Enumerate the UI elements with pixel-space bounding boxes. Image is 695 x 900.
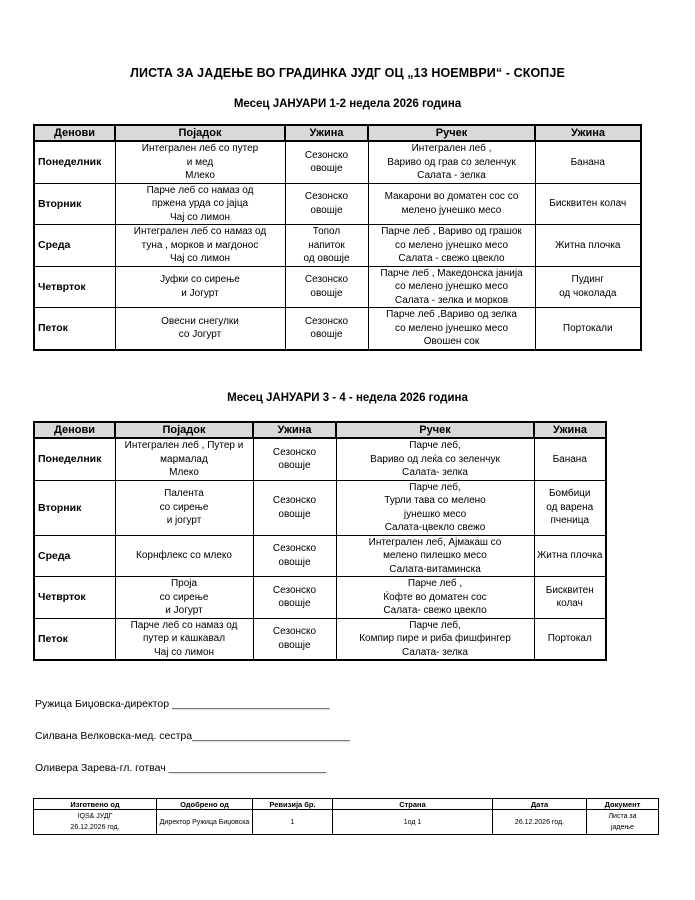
footer-header-prepared: Изготвено од — [34, 799, 157, 810]
menu-line: Интегрален леб со намаз од — [133, 226, 267, 237]
menu-line: Салата- зелка — [402, 646, 468, 658]
week1-heading: Месец ЈАНУАРИ 1-2 недела 2026 година — [233, 98, 462, 110]
menu-line: Салата-витаминска — [389, 563, 481, 575]
menu-line: Портокали — [562, 322, 613, 334]
lunch-cell — [368, 141, 535, 183]
day-cell: Четврток — [34, 577, 115, 619]
snack2-cell — [534, 618, 606, 660]
snack2-cell — [535, 183, 641, 225]
menu-line: пржена урда со јајца — [151, 198, 249, 209]
menu-line: овошје — [278, 460, 311, 472]
week1-menu-table — [33, 124, 642, 351]
col-header-days: Денови — [34, 125, 115, 141]
table-row — [34, 618, 606, 660]
menu-line: Парче леб, — [409, 440, 461, 451]
menu-line: Бомбици — [548, 488, 591, 500]
day-cell: Петок — [34, 308, 115, 350]
col-header-days: Денови — [34, 422, 115, 438]
footer-approved-by: Директор Ружица Биџовска — [157, 810, 253, 835]
col-header-breakfast: Појадок — [115, 422, 253, 438]
menu-line: Парче леб, — [409, 481, 461, 493]
day-cell: Среда — [34, 225, 115, 267]
menu-line: Житна плочка — [537, 550, 603, 561]
menu-line: овошје — [278, 598, 311, 610]
week2-heading: Месец ЈАНУАРИ 3 - 4 - недела 2026 година — [227, 392, 468, 404]
menu-line: овошје — [310, 204, 343, 216]
breakfast-cell — [115, 618, 253, 660]
menu-line: мармалад — [160, 453, 208, 465]
menu-line: Овошен сок — [423, 336, 480, 347]
footer-revision: 1 — [253, 810, 333, 835]
snack1-cell — [285, 266, 368, 308]
lunch-cell — [368, 225, 535, 267]
menu-line: Парче леб ,Вариво од зелка — [386, 309, 517, 320]
menu-line: мелено јунешко месо — [401, 204, 502, 216]
lunch-cell — [336, 535, 534, 577]
menu-line: Сезонско — [272, 584, 317, 596]
footer-header-approved: Одобрено од — [157, 799, 253, 810]
breakfast-cell — [115, 577, 253, 619]
menu-line: Сезонско — [304, 315, 349, 327]
menu-line: овошје — [278, 639, 311, 651]
signature-director: Ружица Биџовска-директор ___________________________ — [35, 698, 330, 710]
col-header-lunch: Ручек — [368, 125, 535, 141]
lunch-cell — [336, 618, 534, 660]
menu-line: Палента — [164, 488, 204, 500]
menu-line: со Јогурт — [178, 329, 222, 341]
menu-line: Бисквитен — [545, 584, 594, 596]
menu-line: Проја — [170, 578, 198, 589]
menu-line: Парче леб , Вариво од грашок — [381, 226, 522, 237]
breakfast-cell — [115, 183, 285, 225]
menu-line: Ќофте во доматен сос — [383, 591, 487, 603]
menu-line: Млеко — [185, 170, 215, 181]
menu-line: Салата - зелка — [417, 170, 486, 181]
menu-line: овошје — [310, 163, 343, 175]
menu-line: Салата - свежо цвекло — [398, 253, 505, 264]
snack1-cell — [253, 577, 336, 619]
menu-line: и Јогурт — [165, 605, 203, 616]
snack1-cell — [285, 183, 368, 225]
menu-line: Банана — [552, 453, 587, 465]
menu-line: од варена — [546, 501, 594, 513]
table-row — [34, 141, 641, 183]
menu-line: овошје — [310, 287, 343, 299]
menu-line: Корнфлекс со млеко — [136, 550, 232, 561]
menu-line: овошје — [278, 556, 311, 568]
menu-line: туна , морков и магдонос — [141, 239, 259, 251]
snack2-cell — [534, 577, 606, 619]
menu-line: мелено пилешко месо — [383, 550, 487, 561]
snack2-cell — [534, 535, 606, 577]
menu-line: Сезонско — [272, 626, 317, 638]
menu-line: овошје — [310, 329, 343, 341]
footer-header-date: Дата — [493, 799, 587, 810]
menu-line: Чај со лимон — [169, 253, 231, 264]
page-title: ЛИСТА ЗА ЈАДЕЊЕ ВО ГРАДИНКА ЈУДГ ОЦ „13 НОЕМВРИ“ - СКОПЈЕ — [130, 66, 565, 80]
snack1-cell — [253, 480, 336, 535]
footer-page: 1од 1 — [333, 810, 493, 835]
lunch-cell — [336, 438, 534, 480]
menu-line: Чај со лимон — [169, 211, 231, 223]
col-header-snack1: Ужина — [285, 125, 368, 141]
menu-line: со мелено јунешко месо — [394, 239, 509, 251]
lunch-cell — [368, 308, 535, 350]
snack1-cell — [253, 438, 336, 480]
snack2-cell — [535, 141, 641, 183]
table-row — [34, 480, 606, 535]
day-cell: Понеделник — [34, 438, 115, 480]
breakfast-cell — [115, 480, 253, 535]
menu-line: Парче леб со намаз од — [146, 184, 254, 196]
menu-line: Јуфки со сирење — [160, 274, 240, 286]
menu-line: од чоколада — [559, 287, 617, 299]
menu-line: Вариво од леќа со зеленчук — [370, 453, 500, 465]
menu-line: Интегрален леб , Путер и — [124, 440, 244, 451]
menu-line: Парче леб, — [409, 619, 461, 631]
lunch-cell — [336, 480, 534, 535]
menu-line: со мелено јунешко месо — [394, 281, 509, 292]
menu-line: Топол — [312, 226, 341, 237]
table-row — [34, 438, 606, 480]
col-header-snack2: Ужина — [535, 125, 641, 141]
col-header-lunch: Ручек — [336, 422, 534, 438]
menu-line: Салата- зелка — [402, 467, 468, 478]
menu-line: и Јогурт — [181, 287, 219, 299]
menu-line: Вариво од грав со зеленчук — [387, 156, 516, 168]
breakfast-cell — [115, 225, 285, 267]
menu-line: Салата - зелка и морков — [394, 294, 509, 306]
menu-line: овошје — [278, 508, 311, 520]
menu-line: Салата- свежо цвекло — [383, 605, 487, 616]
snack2-cell — [535, 266, 641, 308]
table-row — [34, 577, 606, 619]
menu-line: и јогурт — [166, 515, 202, 527]
lunch-cell — [368, 266, 535, 308]
day-cell: Вторник — [34, 480, 115, 535]
menu-line: Интегрален леб, Ајмакаш со — [368, 536, 502, 548]
menu-line: Парче леб , — [407, 578, 463, 589]
menu-line: Парче леб , Македонска јанија — [380, 267, 523, 279]
menu-line: Салата-цвекло свежо — [384, 522, 486, 533]
col-header-snack2: Ужина — [534, 422, 606, 438]
snack2-cell — [534, 480, 606, 535]
snack1-cell — [285, 225, 368, 267]
menu-line: од овошје — [303, 253, 350, 264]
day-cell: Четврток — [34, 266, 115, 308]
lunch-cell — [336, 577, 534, 619]
week2-menu-table — [33, 421, 607, 661]
table-row — [34, 266, 641, 308]
menu-line: Интегрален леб , — [411, 143, 492, 154]
menu-line: колач — [556, 598, 583, 610]
day-cell: Петок — [34, 618, 115, 660]
week1-rows — [34, 141, 641, 350]
breakfast-cell — [115, 308, 285, 350]
col-header-snack1: Ужина — [253, 422, 336, 438]
menu-line: Сезонско — [304, 191, 349, 203]
menu-line: Портокал — [547, 633, 592, 644]
menu-line: Млеко — [169, 467, 199, 478]
footer-header-page: Страна — [333, 799, 493, 810]
document-footer-table — [33, 798, 659, 835]
footer-document: Листа за јадење — [587, 810, 659, 835]
week2-rows — [34, 438, 606, 660]
snack1-cell — [285, 308, 368, 350]
menu-line: и мед — [186, 156, 214, 168]
menu-line: Макарони во доматен сос со — [384, 191, 519, 203]
menu-line: Турли тава со мелено — [384, 495, 486, 506]
menu-line: путер и кашкавал — [142, 633, 226, 644]
menu-line: Интегрален леб со путер — [141, 143, 259, 154]
menu-line: Овесни снегулки — [161, 315, 239, 327]
menu-line: напиток — [308, 239, 345, 251]
menu-line: Сезонско — [304, 274, 349, 286]
breakfast-cell — [115, 141, 285, 183]
snack1-cell — [285, 141, 368, 183]
menu-line: Пудинг — [571, 274, 604, 286]
menu-line: Сезонско — [272, 543, 317, 555]
menu-line: Бисквитен колач — [549, 198, 627, 209]
col-header-breakfast: Појадок — [115, 125, 285, 141]
footer-header-document: Документ — [587, 799, 659, 810]
signature-nurse: Силвана Велковска-мед. сестра___________________________ — [35, 730, 350, 742]
snack2-cell — [535, 308, 641, 350]
signature-chef: Оливера Зарева-гл. готвач ___________________________ — [35, 762, 327, 774]
footer-date: 26.12.2026 год. — [493, 810, 587, 835]
menu-line: со сирење — [159, 501, 209, 513]
snack2-cell — [534, 438, 606, 480]
menu-line: Сезонско — [304, 149, 349, 161]
day-cell: Среда — [34, 535, 115, 577]
menu-line: Компир пире и риба фишфингер — [359, 633, 511, 644]
breakfast-cell — [115, 266, 285, 308]
snack1-cell — [253, 535, 336, 577]
snack2-cell — [535, 225, 641, 267]
table-row — [34, 183, 641, 225]
snack1-cell — [253, 618, 336, 660]
day-cell: Вторник — [34, 183, 115, 225]
menu-line: Банана — [570, 156, 605, 168]
breakfast-cell — [115, 438, 253, 480]
table-row — [34, 225, 641, 267]
footer-header-revision: Ревизија бр. — [253, 799, 333, 810]
menu-line: Сезонско — [272, 495, 317, 506]
footer-prepared-by: IQS& ЈУДГ 26.12.2026 год. — [34, 810, 157, 835]
breakfast-cell — [115, 535, 253, 577]
table-row — [34, 535, 606, 577]
lunch-cell — [368, 183, 535, 225]
table-row — [34, 308, 641, 350]
menu-line: Парче леб со намаз од — [130, 619, 238, 631]
day-cell: Понеделник — [34, 141, 115, 183]
menu-line: со сирење — [159, 591, 209, 603]
menu-line: Чај со лимон — [153, 646, 215, 658]
menu-line: Сезонско — [272, 446, 317, 458]
menu-line: Житна плочка — [555, 239, 621, 251]
menu-line: пченица — [550, 515, 590, 527]
menu-line: јунешко месо — [403, 508, 467, 520]
menu-line: со мелено јунешко месо — [394, 322, 509, 334]
